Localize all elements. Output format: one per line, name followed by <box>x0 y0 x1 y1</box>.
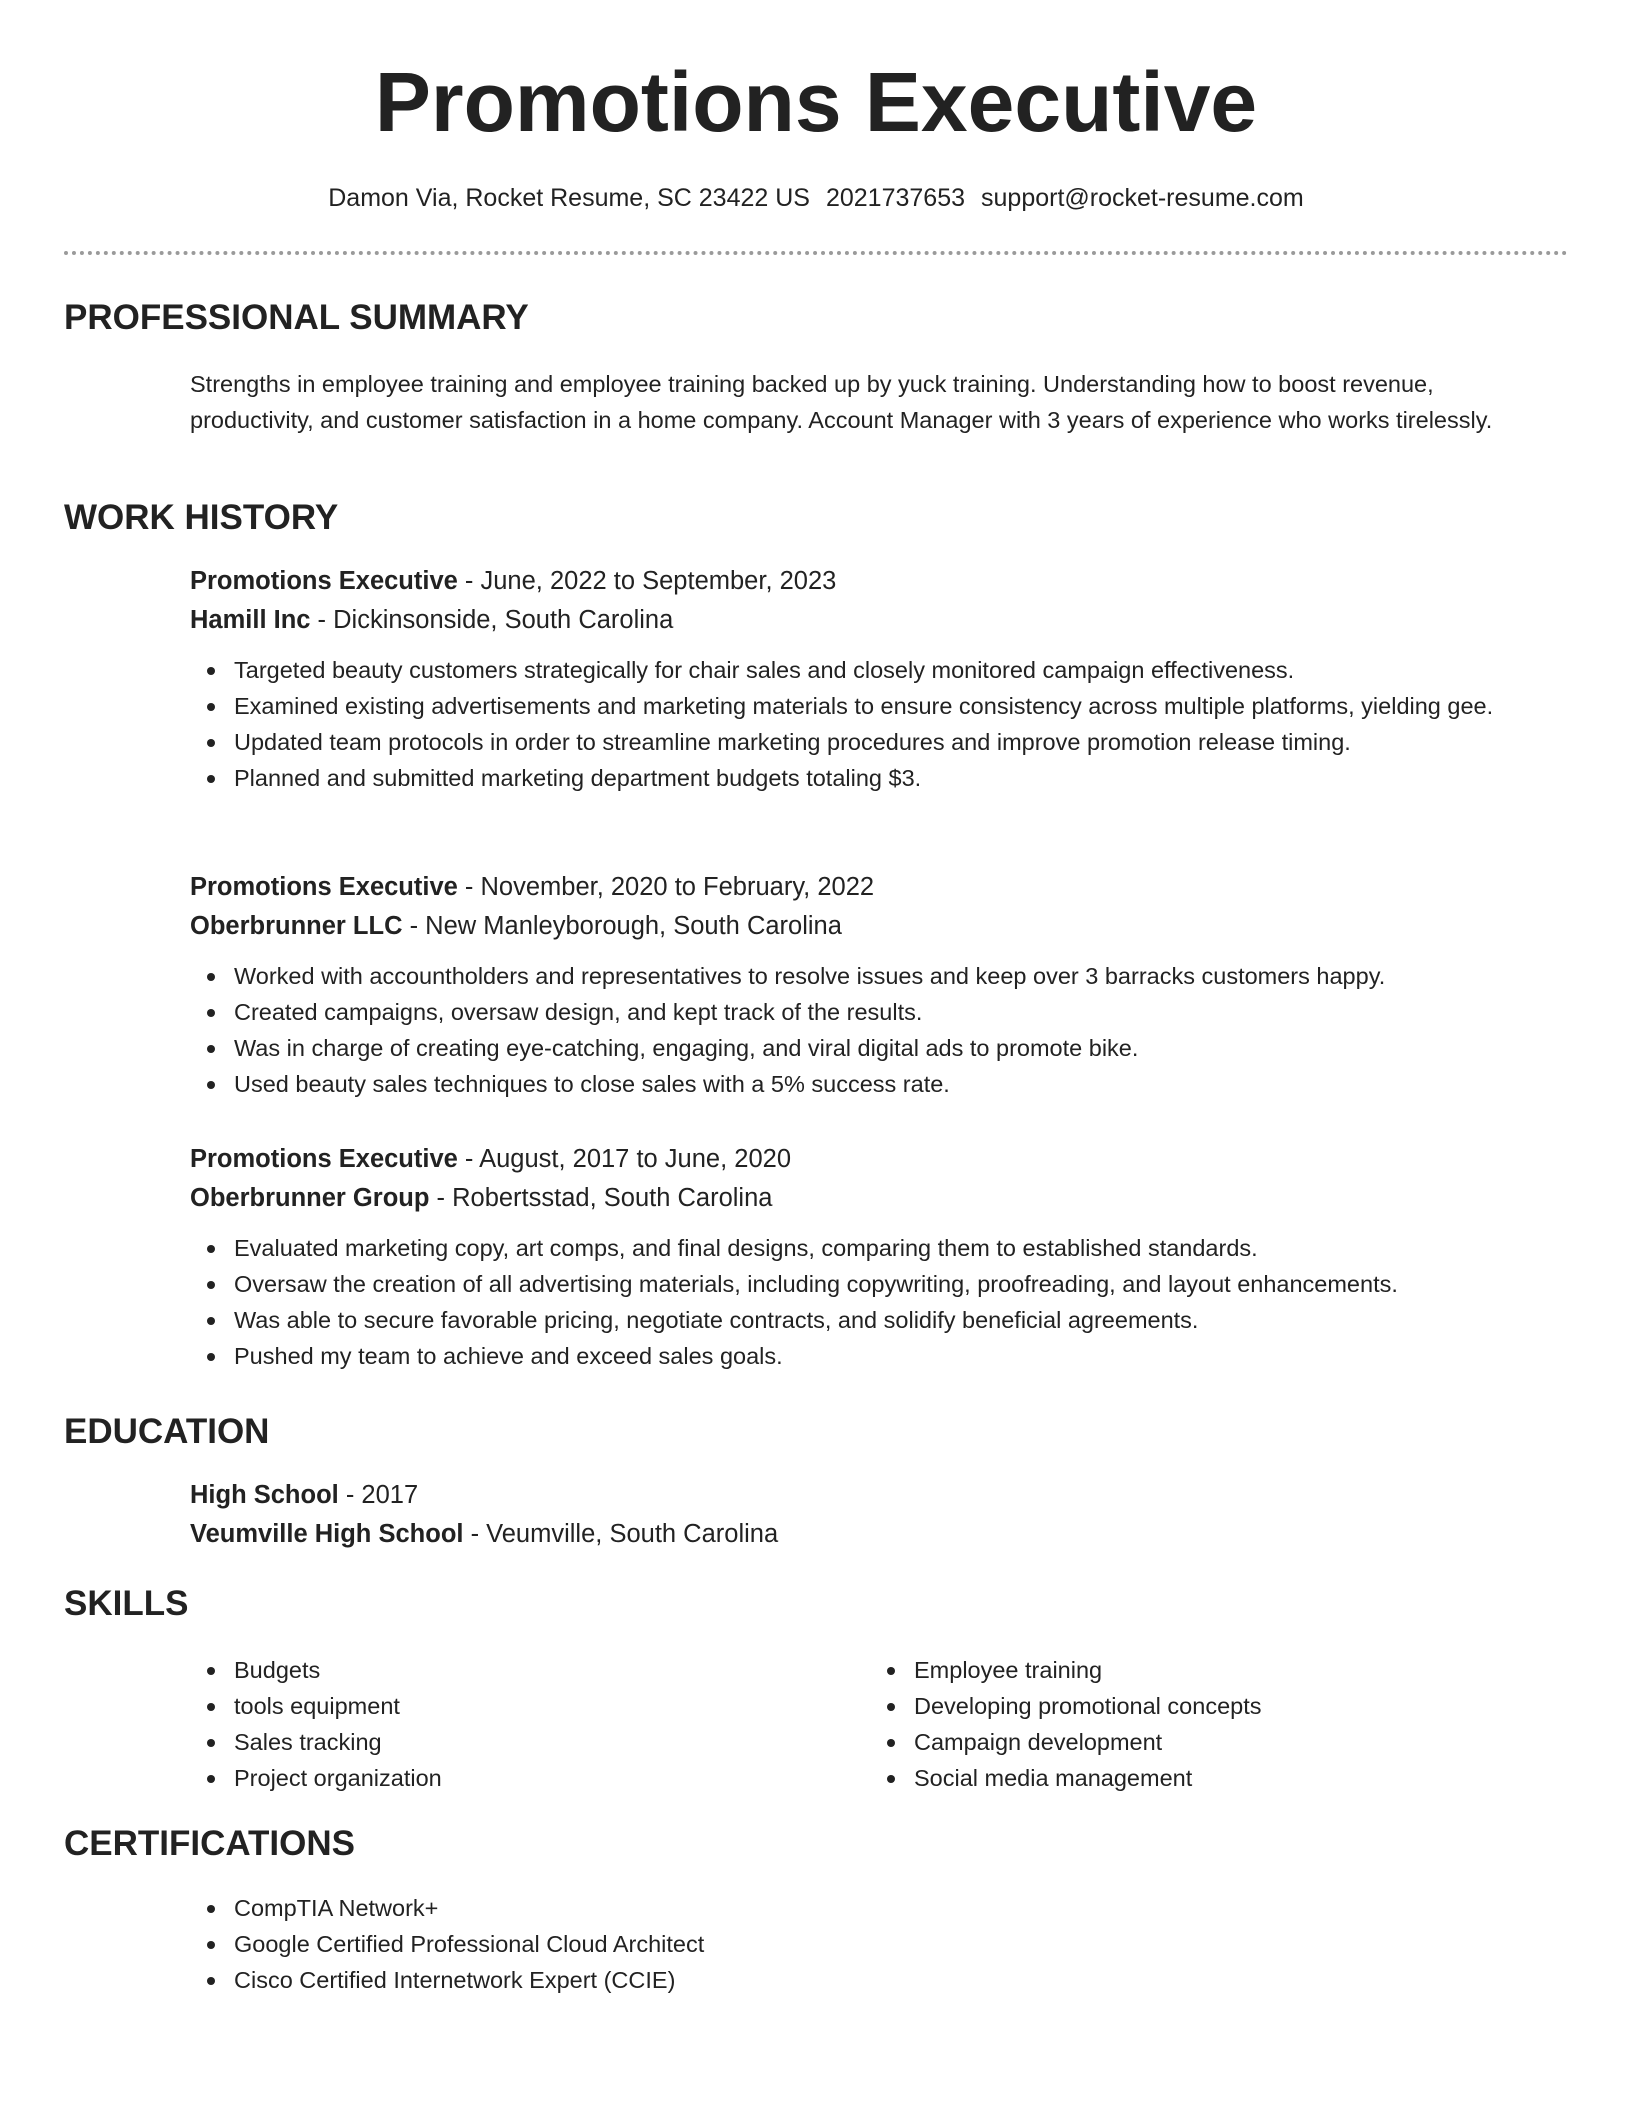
list-item: Used beauty sales techniques to close sales with a 5% success rate. <box>234 1066 1540 1102</box>
list-item: Google Certified Professional Cloud Architect <box>234 1926 1540 1962</box>
job-bullets <box>190 652 1540 796</box>
job-title-line <box>190 562 1540 601</box>
contact-line <box>0 180 1632 216</box>
job-dates: - June, 2022 to September, 2023 <box>457 567 837 595</box>
job-title-line <box>190 1140 1540 1179</box>
education-school: Veumville High School <box>190 1520 464 1548</box>
job-role: Promotions Executive <box>190 873 458 901</box>
job-entry <box>190 562 1540 796</box>
list-item: Was in charge of creating eye-catching, engaging, and viral digital ads to promote bike. <box>234 1030 1540 1066</box>
education-entry <box>190 1476 1540 1554</box>
education-location: - Veumville, South Carolina <box>463 1520 779 1548</box>
list-item: tools equipment <box>234 1688 874 1724</box>
list-item: Updated team protocols in order to streamline marketing procedures and improve promotion release timing. <box>234 724 1540 760</box>
job-company-line <box>190 601 1540 640</box>
education-school-line <box>190 1515 1540 1554</box>
education-year: - 2017 <box>338 1481 419 1509</box>
job-company-line <box>190 1179 1540 1218</box>
job-location: - New Manleyborough, South Carolina <box>402 912 842 940</box>
contact-phone: 2021737653 <box>825 184 966 212</box>
job-company: Oberbrunner Group <box>190 1184 430 1212</box>
job-title-line <box>190 868 1540 907</box>
list-item: Social media management <box>914 1760 1554 1796</box>
job-entry <box>190 1140 1540 1374</box>
certifications-list <box>190 1890 1540 1998</box>
skills-heading: SKILLS <box>64 1584 189 1623</box>
list-item: Pushed my team to achieve and exceed sales goals. <box>234 1338 1540 1374</box>
job-entry <box>190 868 1540 1102</box>
candidate-name: Promotions Executive <box>374 55 1258 149</box>
job-dates: - August, 2017 to June, 2020 <box>457 1145 791 1173</box>
list-item: Examined existing advertisements and marketing materials to ensure consistency across multiple platforms, yielding gee. <box>234 688 1540 724</box>
list-item: Oversaw the creation of all advertising materials, including copywriting, proofreading, and layout enhancements. <box>234 1266 1540 1302</box>
education-degree: High School <box>190 1481 339 1509</box>
list-item: Targeted beauty customers strategically for chair sales and closely monitored campaign effectiveness. <box>234 652 1540 688</box>
job-role: Promotions Executive <box>190 567 458 595</box>
job-company: Oberbrunner LLC <box>190 912 403 940</box>
list-item: Budgets <box>234 1652 874 1688</box>
header-divider <box>64 251 1568 255</box>
list-item: Campaign development <box>914 1724 1554 1760</box>
list-item: Evaluated marketing copy, art comps, and final designs, comparing them to established standards. <box>234 1230 1540 1266</box>
list-item: Worked with accountholders and representatives to resolve issues and keep over 3 barracks customers happy. <box>234 958 1540 994</box>
job-role: Promotions Executive <box>190 1145 458 1173</box>
list-item: Sales tracking <box>234 1724 874 1760</box>
list-item: Developing promotional concepts <box>914 1688 1554 1724</box>
job-location: - Dickinsonside, South Carolina <box>310 606 674 634</box>
summary-heading: PROFESSIONAL SUMMARY <box>64 298 529 337</box>
work-history-heading: WORK HISTORY <box>64 498 339 537</box>
list-item: Employee training <box>914 1652 1554 1688</box>
job-dates: - November, 2020 to February, 2022 <box>457 873 875 901</box>
list-item: Created campaigns, oversaw design, and kept track of the results. <box>234 994 1540 1030</box>
job-company-line <box>190 907 1540 946</box>
summary-text: Strengths in employee training and employee training backed up by yuck training. Understanding how to boost revenue, productivity, and customer satisfaction in a home company. Account Manager with 3 years of experience who works tirelessly. <box>190 371 1493 433</box>
list-item: Was able to secure favorable pricing, negotiate contracts, and solidify beneficial agreements. <box>234 1302 1540 1338</box>
education-degree-line <box>190 1476 1540 1515</box>
job-location: - Robertsstad, South Carolina <box>429 1184 773 1212</box>
contact-address: Damon Via, Rocket Resume, SC 23422 US <box>328 184 810 212</box>
certifications-heading: CERTIFICATIONS <box>64 1824 356 1863</box>
skills-column-left <box>190 1652 874 1796</box>
education-heading: EDUCATION <box>64 1412 270 1451</box>
list-item: Cisco Certified Internetwork Expert (CCIE) <box>234 1962 1540 1998</box>
contact-email: support@rocket-resume.com <box>981 184 1304 212</box>
certifications-bullets <box>190 1890 1540 1998</box>
skills-column-right <box>870 1652 1554 1796</box>
job-bullets <box>190 1230 1540 1374</box>
list-item: Planned and submitted marketing department budgets totaling $3. <box>234 760 1540 796</box>
job-company: Hamill Inc <box>190 606 311 634</box>
list-item: Project organization <box>234 1760 874 1796</box>
list-item: CompTIA Network+ <box>234 1890 1540 1926</box>
job-bullets <box>190 958 1540 1102</box>
